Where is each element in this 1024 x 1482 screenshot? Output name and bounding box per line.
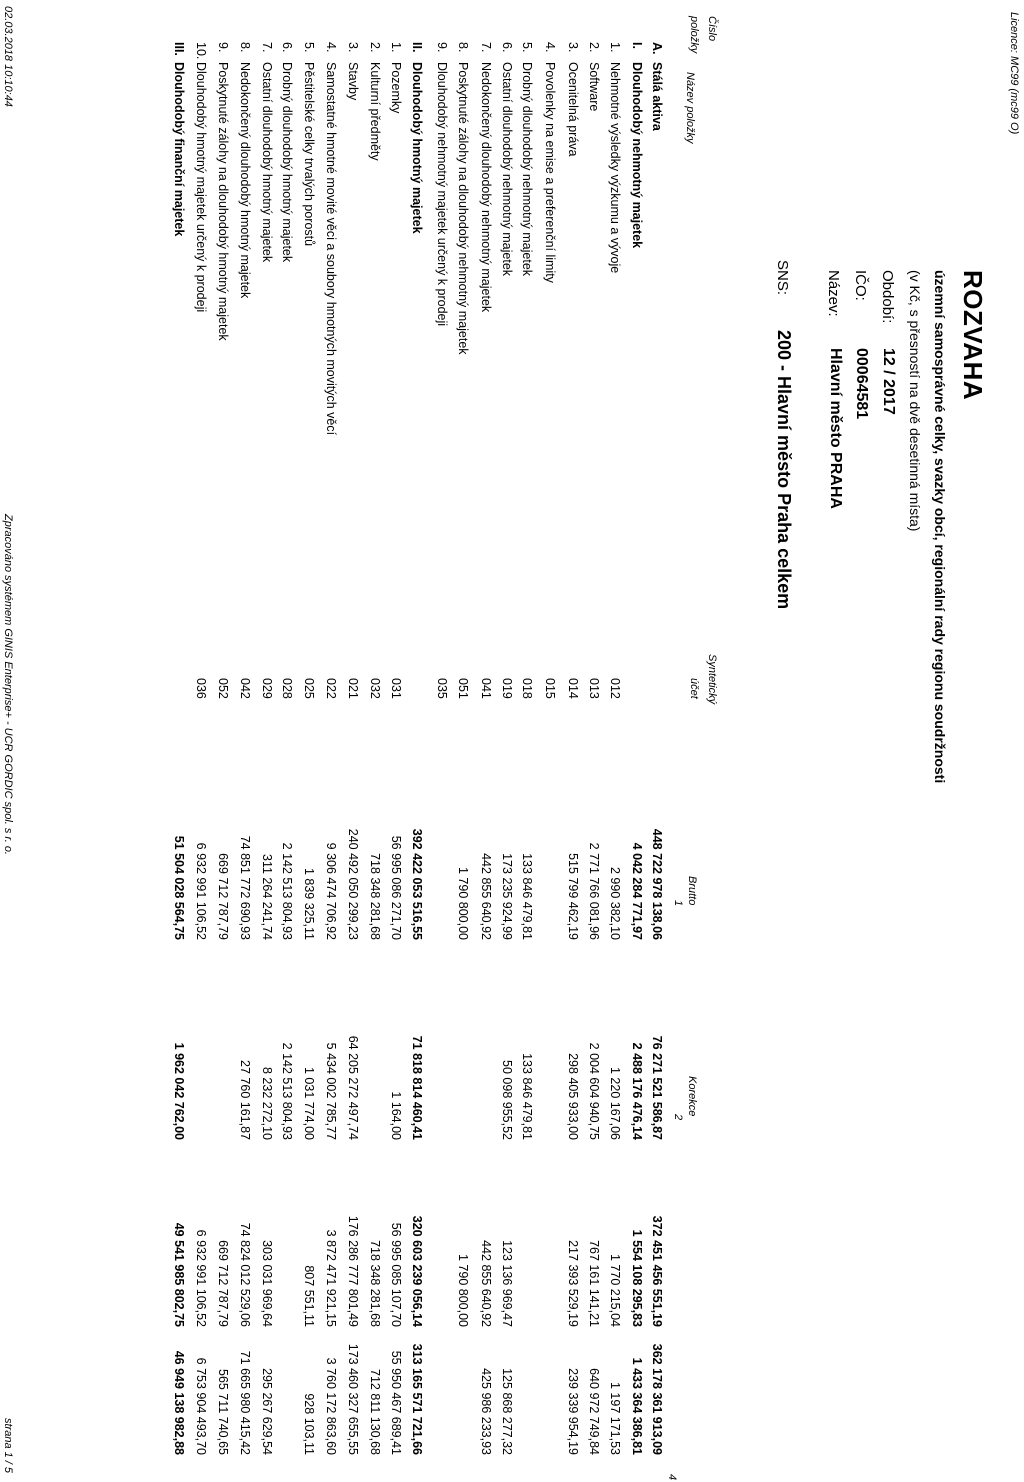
footer-timestamp: 02.03.2018 10:10:44 — [2, 6, 14, 107]
row-number: A. — [650, 42, 664, 55]
row-previous: 1 197 171,53 — [608, 1382, 622, 1455]
col-header-number: Číslo položky — [688, 16, 718, 54]
row-netto: 123 136 969,47 — [500, 1240, 514, 1327]
row-korekce: 1 164,00 — [389, 1091, 403, 1140]
row-name: Dlouhodobý finanční majetek — [172, 62, 186, 237]
row-number: 9. — [216, 42, 230, 53]
row-netto: 3 872 471 921,15 — [324, 1229, 338, 1327]
row-previous: 565 711 740,65 — [216, 1369, 230, 1455]
row-netto: 442 855 640,92 — [479, 1240, 493, 1327]
ico-label: IČO: — [852, 270, 869, 301]
row-previous: 55 950 467 689,41 — [389, 1350, 403, 1455]
table-row — [338, 0, 360, 1482]
sns-value: 200 - Hlavní město Praha celkem — [774, 330, 794, 610]
row-name: Dlouhodobý nehmotný majetek — [630, 62, 644, 249]
row-brutto: 1 839 325,11 — [302, 867, 316, 940]
row-netto: 1 770 215,04 — [608, 1254, 622, 1327]
row-name: Ostatní dlouhodobý nehmotný majetek — [500, 62, 514, 277]
row-number: 8. — [456, 42, 470, 53]
row-brutto: 718 348 281,68 — [368, 853, 382, 940]
row-name: Nedokončený dlouhodobý nehmotný majetek — [479, 62, 493, 313]
row-number: 6. — [500, 42, 514, 53]
table-row — [600, 0, 622, 1482]
table-row — [360, 0, 382, 1482]
row-name: Poskytnuté zálohy na dlouhodobý hmotný majetek — [216, 62, 230, 341]
row-name: Drobný dlouhodobý nehmotný majetek — [520, 62, 534, 277]
row-korekce: 76 271 521 586,87 — [650, 1035, 664, 1140]
row-account: 028 — [280, 678, 294, 699]
row-brutto: 51 504 028 564,75 — [172, 835, 186, 940]
table-row — [471, 0, 493, 1482]
row-korekce: 50 098 955,52 — [500, 1060, 514, 1140]
row-account: 025 — [302, 678, 316, 699]
table-row — [448, 0, 470, 1482]
row-number: 3. — [566, 42, 580, 53]
row-name: Poskytnuté zálohy na dlouhodobý nehmotný majetek — [456, 62, 470, 355]
row-number: 5. — [520, 42, 534, 53]
table-row — [316, 0, 338, 1482]
table-row — [427, 0, 449, 1482]
name-label: Název: — [825, 270, 842, 317]
row-number: 5. — [302, 42, 316, 53]
row-name: Drobný dlouhodobý hmotný majetek — [280, 62, 294, 263]
row-brutto: 448 722 978 138,06 — [650, 828, 664, 940]
row-account: 032 — [368, 678, 382, 699]
row-number: 10. — [194, 42, 208, 60]
table-row — [558, 0, 580, 1482]
row-previous: 362 178 361 913,09 — [650, 1343, 664, 1455]
table-row — [381, 0, 403, 1482]
row-korekce: 64 205 272 497,74 — [346, 1035, 360, 1140]
row-previous: 173 460 327 655,55 — [346, 1343, 360, 1455]
table-row — [252, 0, 274, 1482]
row-name: Pozemky — [389, 62, 403, 114]
row-account: 041 — [479, 678, 493, 699]
row-brutto: 311 264 241,74 — [260, 854, 274, 940]
row-brutto: 669 712 787,79 — [216, 853, 230, 940]
row-number: 7. — [260, 42, 274, 53]
row-account: 031 — [389, 678, 403, 699]
row-name: Dlouhodobý nehmotný majetek určený k prodeji — [435, 62, 449, 327]
row-account: 029 — [260, 678, 274, 699]
row-korekce: 2 142 513 804,93 — [280, 1042, 294, 1140]
row-previous: 640 972 749,84 — [587, 1368, 601, 1455]
period-value: 12 / 2017 — [880, 348, 897, 415]
table-row — [622, 0, 644, 1482]
row-brutto: 9 306 474 706,92 — [324, 842, 338, 940]
footer-page: strana 1 / 5 — [2, 1418, 14, 1474]
table-row — [642, 0, 664, 1482]
row-korekce: 133 846 479,81 — [520, 1053, 534, 1140]
row-korekce: 8 232 272,10 — [260, 1067, 274, 1140]
row-name: Ocenitelná práva — [566, 62, 580, 157]
row-name: Nehmotné výsledky výzkumu a vývoje — [608, 62, 622, 274]
row-account: 042 — [238, 678, 252, 699]
row-name: Stálá aktiva — [650, 62, 664, 131]
row-korekce: 1 962 042 762,00 — [172, 1042, 186, 1140]
row-account: 019 — [500, 678, 514, 699]
footer-system: Zpracováno systémem GINIS Enterprise+ - UCR GORDIC spol. s r. o. — [2, 514, 14, 855]
row-netto: 6 932 991 106,52 — [194, 1229, 208, 1327]
row-previous: 239 339 954,19 — [566, 1368, 580, 1455]
document-title: ROZVAHA — [958, 270, 988, 401]
row-name: Stavby — [346, 62, 360, 101]
period-label: Období: — [879, 270, 896, 324]
row-number: II. — [410, 42, 424, 53]
row-number: I. — [630, 42, 644, 49]
row-brutto: 442 855 640,92 — [479, 853, 493, 940]
row-number: 1. — [608, 42, 622, 53]
row-previous: 6 753 904 493,70 — [194, 1357, 208, 1455]
table-row — [492, 0, 514, 1482]
row-netto: 1 554 108 295,83 — [630, 1229, 644, 1327]
table-row — [186, 0, 208, 1482]
row-brutto: 515 799 462,19 — [566, 853, 580, 940]
row-korekce: 71 818 814 460,41 — [410, 1035, 424, 1140]
row-account: 015 — [543, 678, 557, 699]
ico-value: 00064581 — [853, 348, 870, 420]
row-netto: 303 031 969,64 — [260, 1240, 274, 1327]
row-brutto: 6 932 991 106,52 — [194, 842, 208, 940]
row-account: 036 — [194, 678, 208, 699]
table-row — [512, 0, 534, 1482]
row-number: 4. — [543, 42, 557, 53]
row-brutto: 74 851 772 690,93 — [238, 835, 252, 940]
table-row — [579, 0, 601, 1482]
row-netto: 669 712 787,79 — [216, 1240, 230, 1327]
table-row — [294, 0, 316, 1482]
row-netto: 176 286 777 801,49 — [346, 1215, 360, 1327]
row-netto: 74 824 012 529,06 — [238, 1222, 252, 1327]
row-name: Samostatné hmotné movité věci a soubory hmotných movitých věcí — [324, 62, 338, 436]
row-name: Ostatní dlouhodobý hmotný majetek — [260, 62, 274, 263]
row-netto: 767 161 141,21 — [587, 1240, 601, 1327]
row-netto: 49 541 985 802,75 — [172, 1222, 186, 1327]
row-previous: 46 949 138 982,88 — [172, 1350, 186, 1455]
row-previous: 1 433 364 386,81 — [630, 1357, 644, 1455]
row-account: 052 — [216, 678, 230, 699]
row-korekce: 298 405 933,00 — [566, 1053, 580, 1140]
row-previous: 295 267 629,54 — [260, 1368, 274, 1455]
name-value: Hlavní město PRAHA — [827, 348, 844, 509]
row-netto: 807 551,11 — [302, 1265, 316, 1327]
row-brutto: 133 846 479,81 — [520, 853, 534, 940]
row-number: 7. — [479, 42, 493, 53]
row-previous: 125 868 277,32 — [500, 1368, 514, 1455]
row-previous: 928 103,11 — [302, 1393, 316, 1455]
row-korekce: 1 220 167,06 — [608, 1067, 622, 1140]
table-row — [402, 0, 424, 1482]
row-brutto: 1 790 800,00 — [456, 867, 470, 940]
row-korekce: 2 004 604 940,75 — [587, 1042, 601, 1140]
row-name: Dlouhodobý hmotný majetek — [410, 62, 424, 234]
row-account: 012 — [608, 678, 622, 699]
row-brutto: 2 990 382,10 — [608, 867, 622, 940]
row-previous: 3 760 172 863,60 — [324, 1357, 338, 1455]
row-account: 014 — [566, 678, 580, 699]
row-brutto: 2 142 513 804,93 — [280, 842, 294, 940]
table-row — [535, 0, 557, 1482]
row-netto: 217 393 529,19 — [566, 1240, 580, 1327]
row-name: Nedokončený dlouhodobý hmotný majetek — [238, 62, 252, 299]
table-row — [208, 0, 230, 1482]
row-netto: 718 348 281,68 — [368, 1240, 382, 1327]
row-number: 2. — [587, 42, 601, 53]
row-number: 6. — [280, 42, 294, 53]
row-korekce: 2 488 176 476,14 — [630, 1042, 644, 1140]
row-korekce: 5 434 002 785,77 — [324, 1042, 338, 1140]
row-korekce: 1 031 774,00 — [302, 1067, 316, 1140]
col-header-last-index: 4 — [666, 1474, 678, 1481]
row-netto: 372 451 456 551,19 — [650, 1215, 664, 1327]
row-korekce: 27 760 161,87 — [238, 1060, 252, 1140]
row-number: 8. — [238, 42, 252, 53]
row-name: Kulturní předměty — [368, 62, 382, 161]
row-number: 3. — [346, 42, 360, 53]
col-header-korekce: Korekce 2 — [672, 1076, 698, 1121]
license-label: Licence: MC99 (mc99 O) — [1008, 12, 1020, 135]
col-header-account: Syntetický účet — [688, 654, 718, 705]
row-netto: 56 995 085 107,70 — [389, 1222, 403, 1327]
table-row — [164, 0, 186, 1482]
col-header-brutto: Brutto 1 — [672, 876, 698, 907]
row-number: 4. — [324, 42, 338, 53]
row-brutto: 4 042 284 771,97 — [630, 842, 644, 940]
row-name: Dlouhodobý hmotný majetek určený k prodeji — [194, 62, 208, 313]
row-previous: 71 665 980 415,42 — [238, 1350, 252, 1455]
sns-label: SNS: — [774, 260, 791, 296]
row-account: 021 — [346, 678, 360, 699]
row-previous: 712 811 130,68 — [368, 1369, 382, 1455]
row-account: 022 — [324, 678, 338, 699]
row-netto: 1 790 800,00 — [456, 1254, 470, 1327]
row-number: 9. — [435, 42, 449, 53]
row-previous: 313 165 571 721,66 — [410, 1343, 424, 1455]
row-previous: 425 986 233,93 — [479, 1368, 493, 1455]
row-account: 018 — [520, 678, 534, 699]
row-number: 2. — [368, 42, 382, 53]
table-row — [230, 0, 252, 1482]
row-brutto: 240 492 050 299,23 — [346, 828, 360, 940]
row-brutto: 173 235 924,99 — [500, 853, 514, 940]
row-number: 1. — [389, 42, 403, 53]
row-brutto: 2 771 766 081,96 — [587, 842, 601, 940]
table-row — [272, 0, 294, 1482]
col-header-name: Název položky — [684, 72, 696, 144]
row-account: 051 — [456, 678, 470, 699]
row-number: III. — [172, 42, 186, 56]
precision-note: (v Kč, s přesností na dvě desetinná místa) — [907, 270, 923, 532]
row-name: Pěstitelské celky trvalých porostů — [302, 62, 316, 247]
row-brutto: 56 995 086 271,70 — [389, 835, 403, 940]
document-subtitle: územní samosprávné celky, svazky obcí, regionální rady regionu soudržnosti — [932, 270, 948, 784]
row-account: 013 — [587, 678, 601, 699]
row-brutto: 392 422 053 516,55 — [410, 828, 424, 940]
row-account: 035 — [435, 678, 449, 699]
row-name: Povolenky na emise a preferenční limity — [543, 62, 557, 283]
row-name: Software — [587, 62, 601, 112]
row-netto: 320 603 239 056,14 — [410, 1215, 424, 1327]
